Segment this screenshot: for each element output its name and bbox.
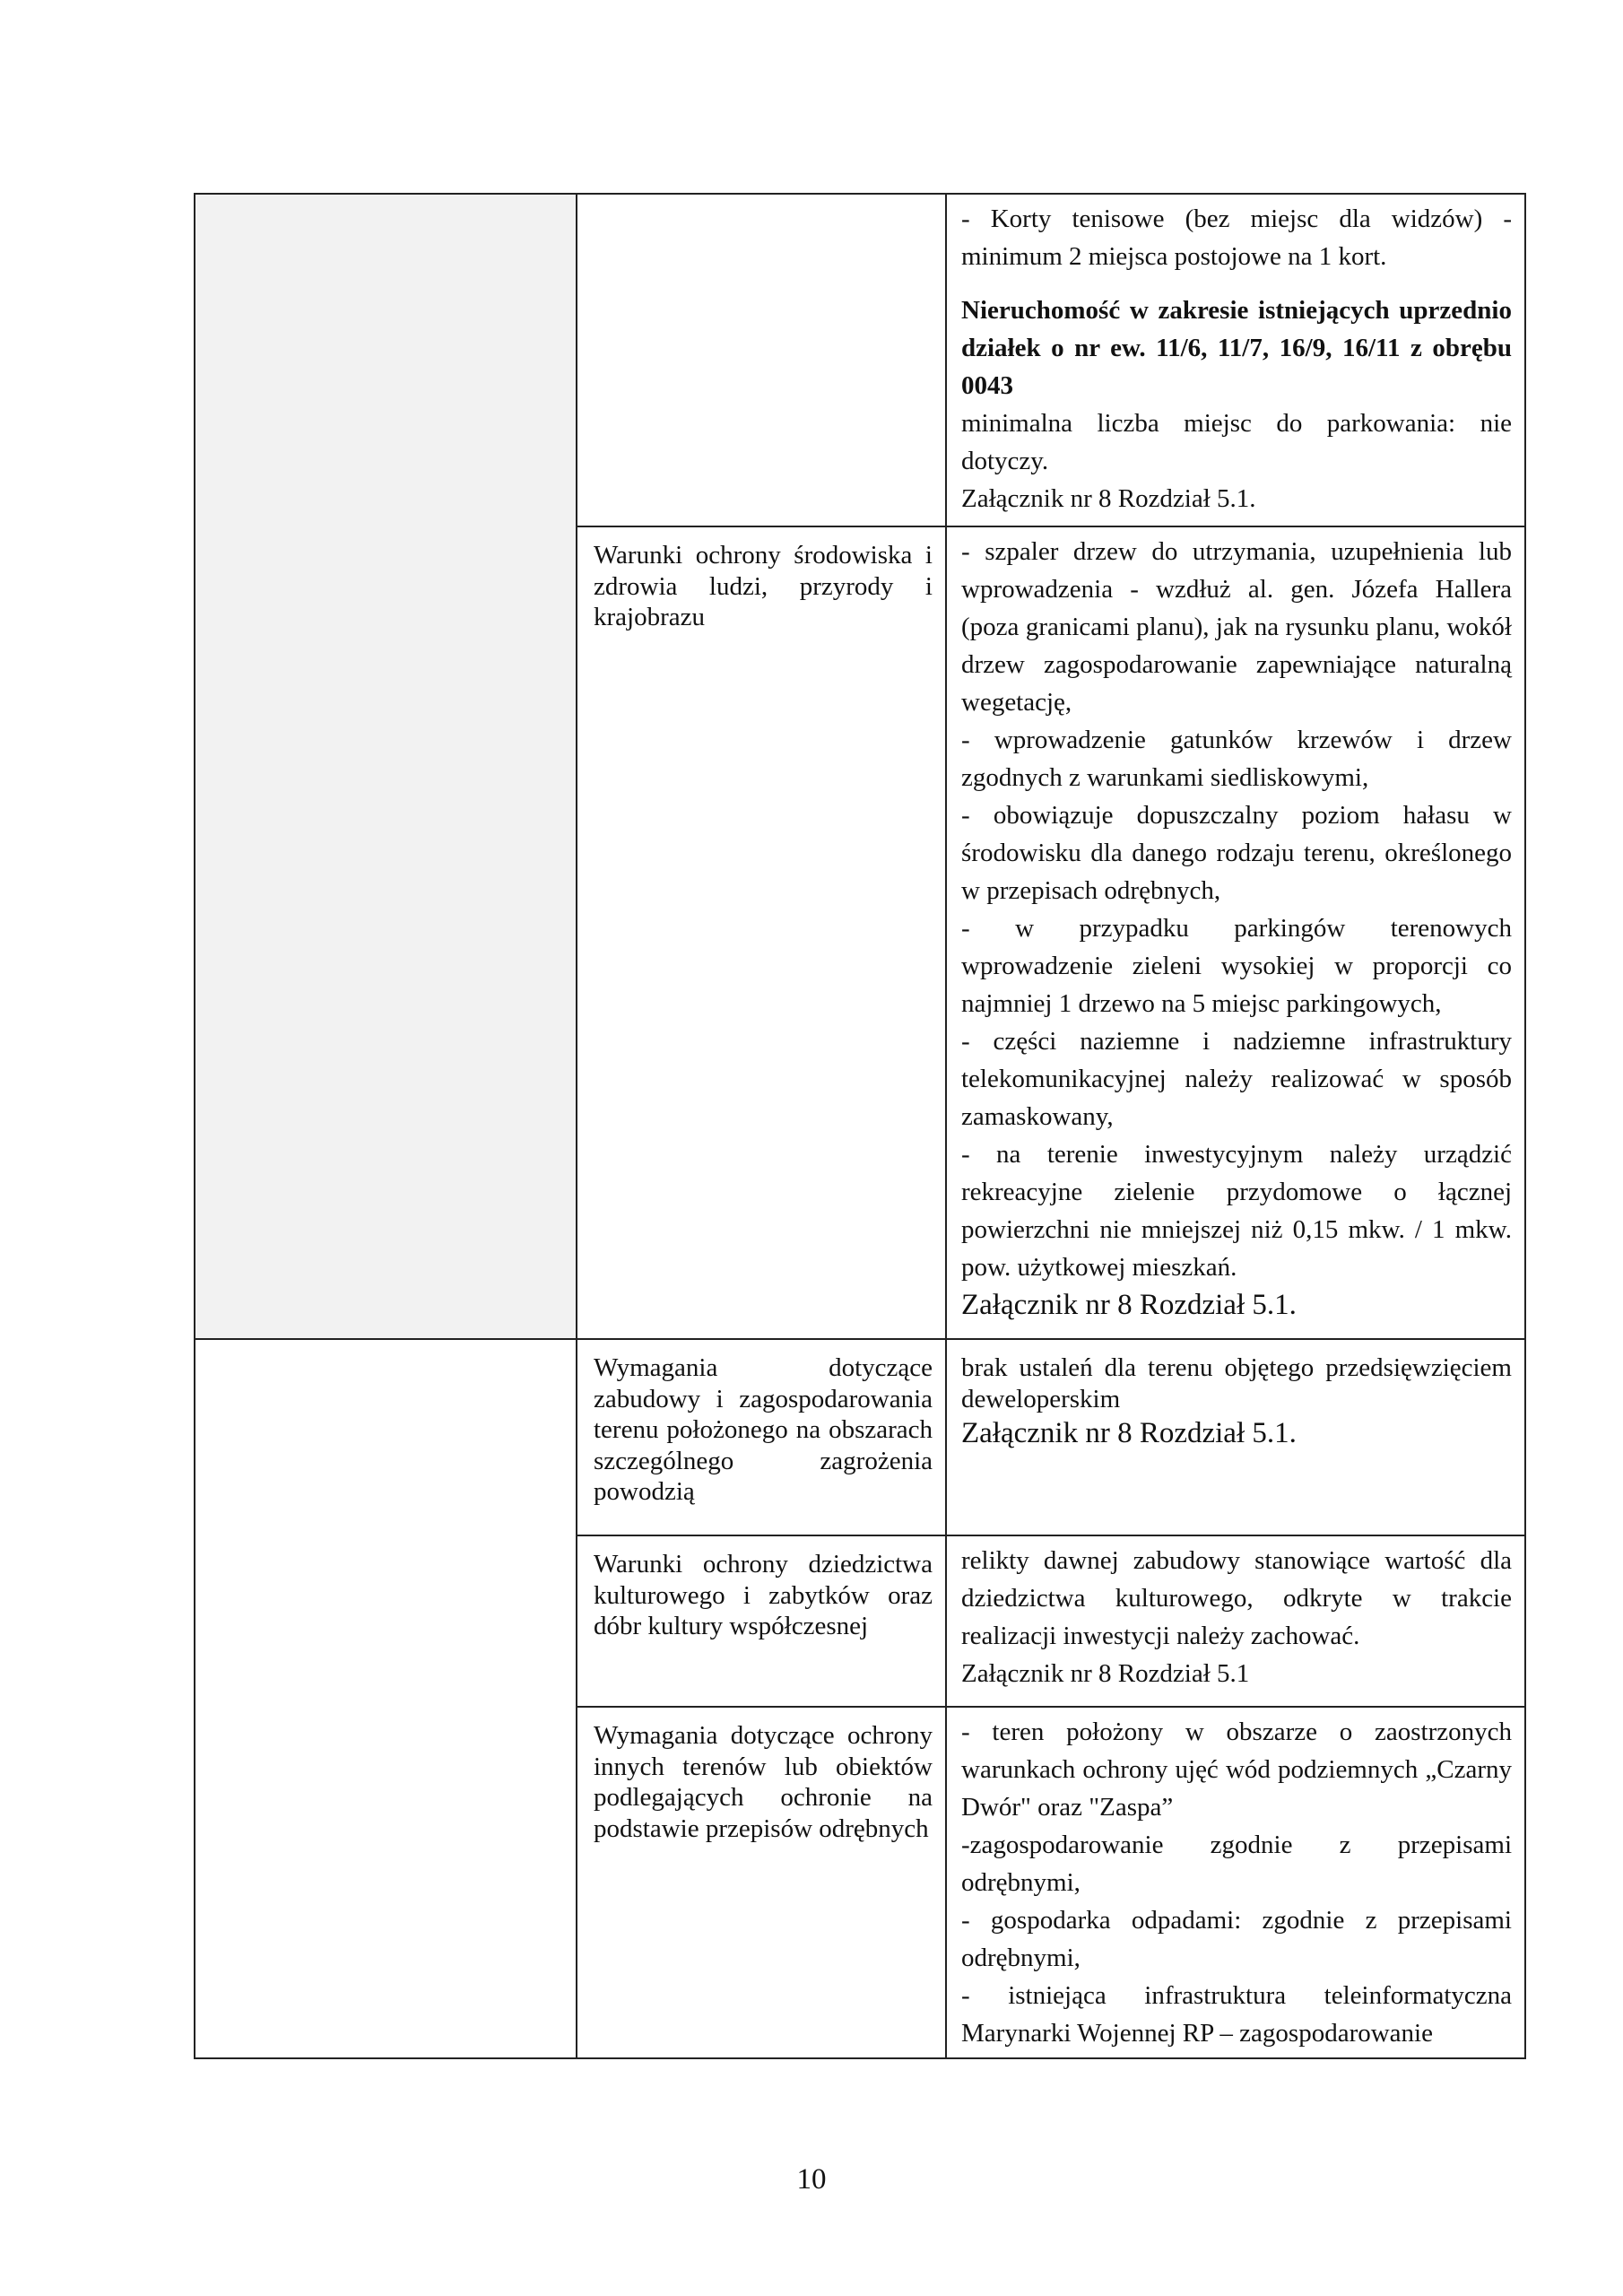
tennis-parking-text: - Korty tenisowe (bez miejsc dla widzów) - minimum 2 miejsca postojowe na 1 kort. xyxy=(961,204,1512,271)
list-item: -zagospodarowanie zgodnie z przepisami odrębnymi, xyxy=(961,1831,1512,1897)
row-content-cell xyxy=(946,194,1525,526)
row-label-cell xyxy=(577,194,946,526)
list-item: - gospodarka odpadami: zgodnie z przepisami odrębnymi, xyxy=(961,1906,1512,1972)
section-cell-shaded xyxy=(195,194,577,1339)
row-label-cell xyxy=(577,1339,946,1535)
list-item: - w przypadku parkingów terenowych wprowadzenie zieleni wysokiej w proporcji co najmniej 1 drzewo na 5 miejsc parkingowych, xyxy=(961,914,1512,1018)
planning-conditions-table xyxy=(194,193,1526,2059)
annex-reference: Załącznik nr 8 Rozdział 5.1. xyxy=(961,1289,1297,1321)
annex-reference: Załącznik nr 8 Rozdział 5.1 xyxy=(961,1659,1250,1688)
row-content-cell xyxy=(946,526,1525,1339)
list-item: - wprowadzenie gatunków krzewów i drzew zgodnych z warunkami siedliskowymi, xyxy=(961,726,1512,792)
row-text: relikty dawnej zabudowy stanowiące wartość dla dziedzictwa kulturowego, odkryte w trakcie realizacji inwestycji należy zachować. xyxy=(961,1546,1512,1650)
row-label xyxy=(577,195,945,214)
row-content-cell xyxy=(946,1707,1525,2058)
row-content xyxy=(947,1708,1524,2057)
row-content xyxy=(947,527,1524,1329)
table-row xyxy=(195,1339,1525,1535)
row-label: Warunki ochrony środowiska i zdrowia ludzi, przyrody i krajobrazu xyxy=(594,541,933,631)
row-text: brak ustaleń dla terenu objętego przedsięwzięciem deweloperskim xyxy=(961,1353,1512,1413)
table-row xyxy=(195,194,1525,526)
row-content xyxy=(947,1536,1524,1698)
list-item: - obowiązuje dopuszczalny poziom hałasu w środowisku dla danego rodzaju terenu, określonego w przepisach odrębnych, xyxy=(961,801,1512,905)
row-content-cell xyxy=(946,1535,1525,1707)
row-content xyxy=(947,1340,1524,1457)
property-scope-text: Nieruchomość w zakresie istniejących uprzednio działek o nr ew. 11/6, 11/7, 16/9, 16/11 z obrębu 0043 xyxy=(961,296,1512,400)
row-label-cell xyxy=(577,526,946,1339)
row-label: Warunki ochrony dziedzictwa kulturowego i zabytków oraz dóbr kultury współczesnej xyxy=(594,1550,933,1640)
min-parking-text: minimalna liczba miejsc do parkowania: nie dotyczy. xyxy=(961,409,1512,475)
row-label-cell xyxy=(577,1707,946,2058)
annex-reference: Załącznik nr 8 Rozdział 5.1. xyxy=(961,484,1256,513)
row-label-cell xyxy=(577,1535,946,1707)
list-item: - szpaler drzew do utrzymania, uzupełnienia lub wprowadzenia - wzdłuż al. gen. Józefa Hallera (poza granicami planu), jak na rysunku planu, wokół drzew zagospodarowanie zapewniające naturalną wegetację, xyxy=(961,537,1512,717)
list-item: - części naziemne i nadziemne infrastruktury telekomunikacyjnej należy realizować w sposób zamaskowany, xyxy=(961,1027,1512,1131)
annex-reference: Załącznik nr 8 Rozdział 5.1. xyxy=(961,1417,1297,1449)
page-number: 10 xyxy=(796,2163,827,2196)
row-content-cell xyxy=(946,1339,1525,1535)
list-item: - na terenie inwestycyjnym należy urządzić rekreacyjne zielenie przydomowe o łącznej powierzchni nie mniejszej niż 0,15 mkw. / 1 mkw. pow. użytkowej mieszkań. xyxy=(961,1140,1512,1282)
list-item: - teren położony w obszarze o zaostrzonych warunkach ochrony ujęć wód podziemnych „Czarny Dwór" oraz "Zaspa” xyxy=(961,1718,1512,1822)
row-label: Wymagania dotyczące ochrony innych terenów lub obiektów podlegających ochronie na podstawie przepisów odrębnych xyxy=(594,1721,933,1843)
section-cell-empty xyxy=(195,1339,577,2058)
list-item: - istniejąca infrastruktura teleinformatyczna Marynarki Wojennej RP – zagospodarowanie xyxy=(961,1981,1512,2048)
row-content xyxy=(947,195,1524,523)
row-label: Wymagania dotyczące zabudowy i zagospodarowania terenu położonego na obszarach szczególnego zagrożenia powodzią xyxy=(594,1353,933,1506)
